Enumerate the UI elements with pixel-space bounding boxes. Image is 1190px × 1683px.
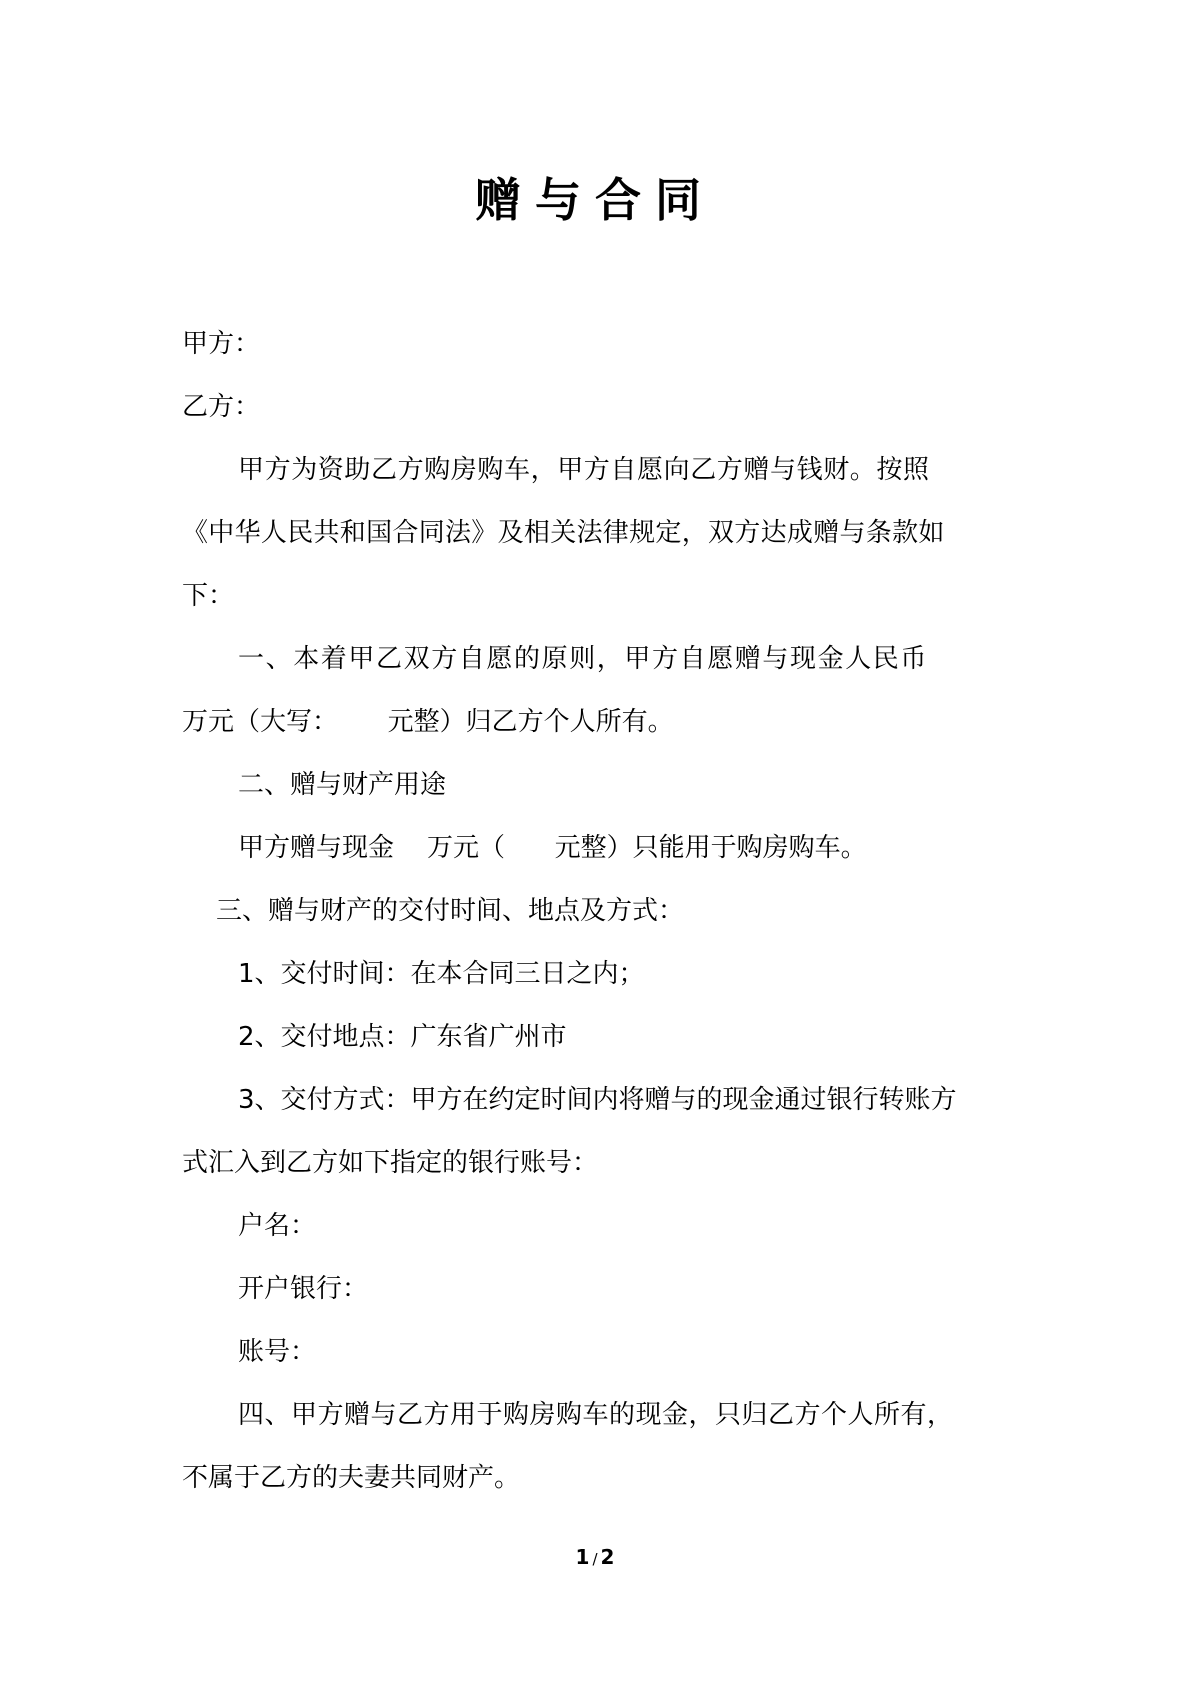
party-b-line: 乙方：	[182, 392, 261, 422]
clause-1-line-2: 万元（大写： 元整）归乙方个人所有。	[182, 707, 674, 737]
clause-1-line-1: 一、本着甲乙双方自愿的原则，甲方自愿赠与现金人民币	[238, 644, 929, 674]
page-separator: /	[592, 1550, 598, 1568]
preamble-line-2: 《中华人民共和国合同法》及相关法律规定，双方达成赠与条款如	[182, 518, 945, 548]
account-name-line: 户名：	[238, 1211, 317, 1241]
clause-3-heading: 三、赠与财产的交付时间、地点及方式：	[216, 896, 685, 926]
clause-2-body: 甲方赠与现金 万元（ 元整）只能用于购房购车。	[238, 833, 867, 863]
party-a-line: 甲方：	[182, 329, 261, 359]
preamble-line-3: 下：	[182, 581, 235, 611]
clause-3-item-3-line-2: 式汇入到乙方如下指定的银行账号：	[182, 1148, 599, 1178]
page-total: 2	[600, 1545, 615, 1569]
account-number-line: 账号：	[238, 1337, 317, 1367]
preamble-line-1: 甲方为资助乙方购房购车，甲方自愿向乙方赠与钱财。按照	[238, 455, 930, 485]
clause-3-item-2: 2、交付地点：广东省广州市	[238, 1022, 567, 1052]
page-number	[0, 1544, 1190, 1572]
clause-3-item-1: 1、交付时间：在本合同三日之内；	[238, 959, 645, 989]
document-title: 赠与合同	[475, 173, 715, 227]
bank-name-line: 开户银行：	[238, 1274, 369, 1304]
clause-4-line-2: 不属于乙方的夫妻共同财产。	[182, 1463, 521, 1493]
clause-2-heading: 二、赠与财产用途	[238, 770, 447, 800]
page-current: 1	[575, 1545, 590, 1569]
clause-4-line-1: 四、甲方赠与乙方用于购房购车的现金，只归乙方个人所有，	[238, 1400, 954, 1430]
clause-3-item-3-line-1: 3、交付方式：甲方在约定时间内将赠与的现金通过银行转账方	[238, 1085, 957, 1115]
